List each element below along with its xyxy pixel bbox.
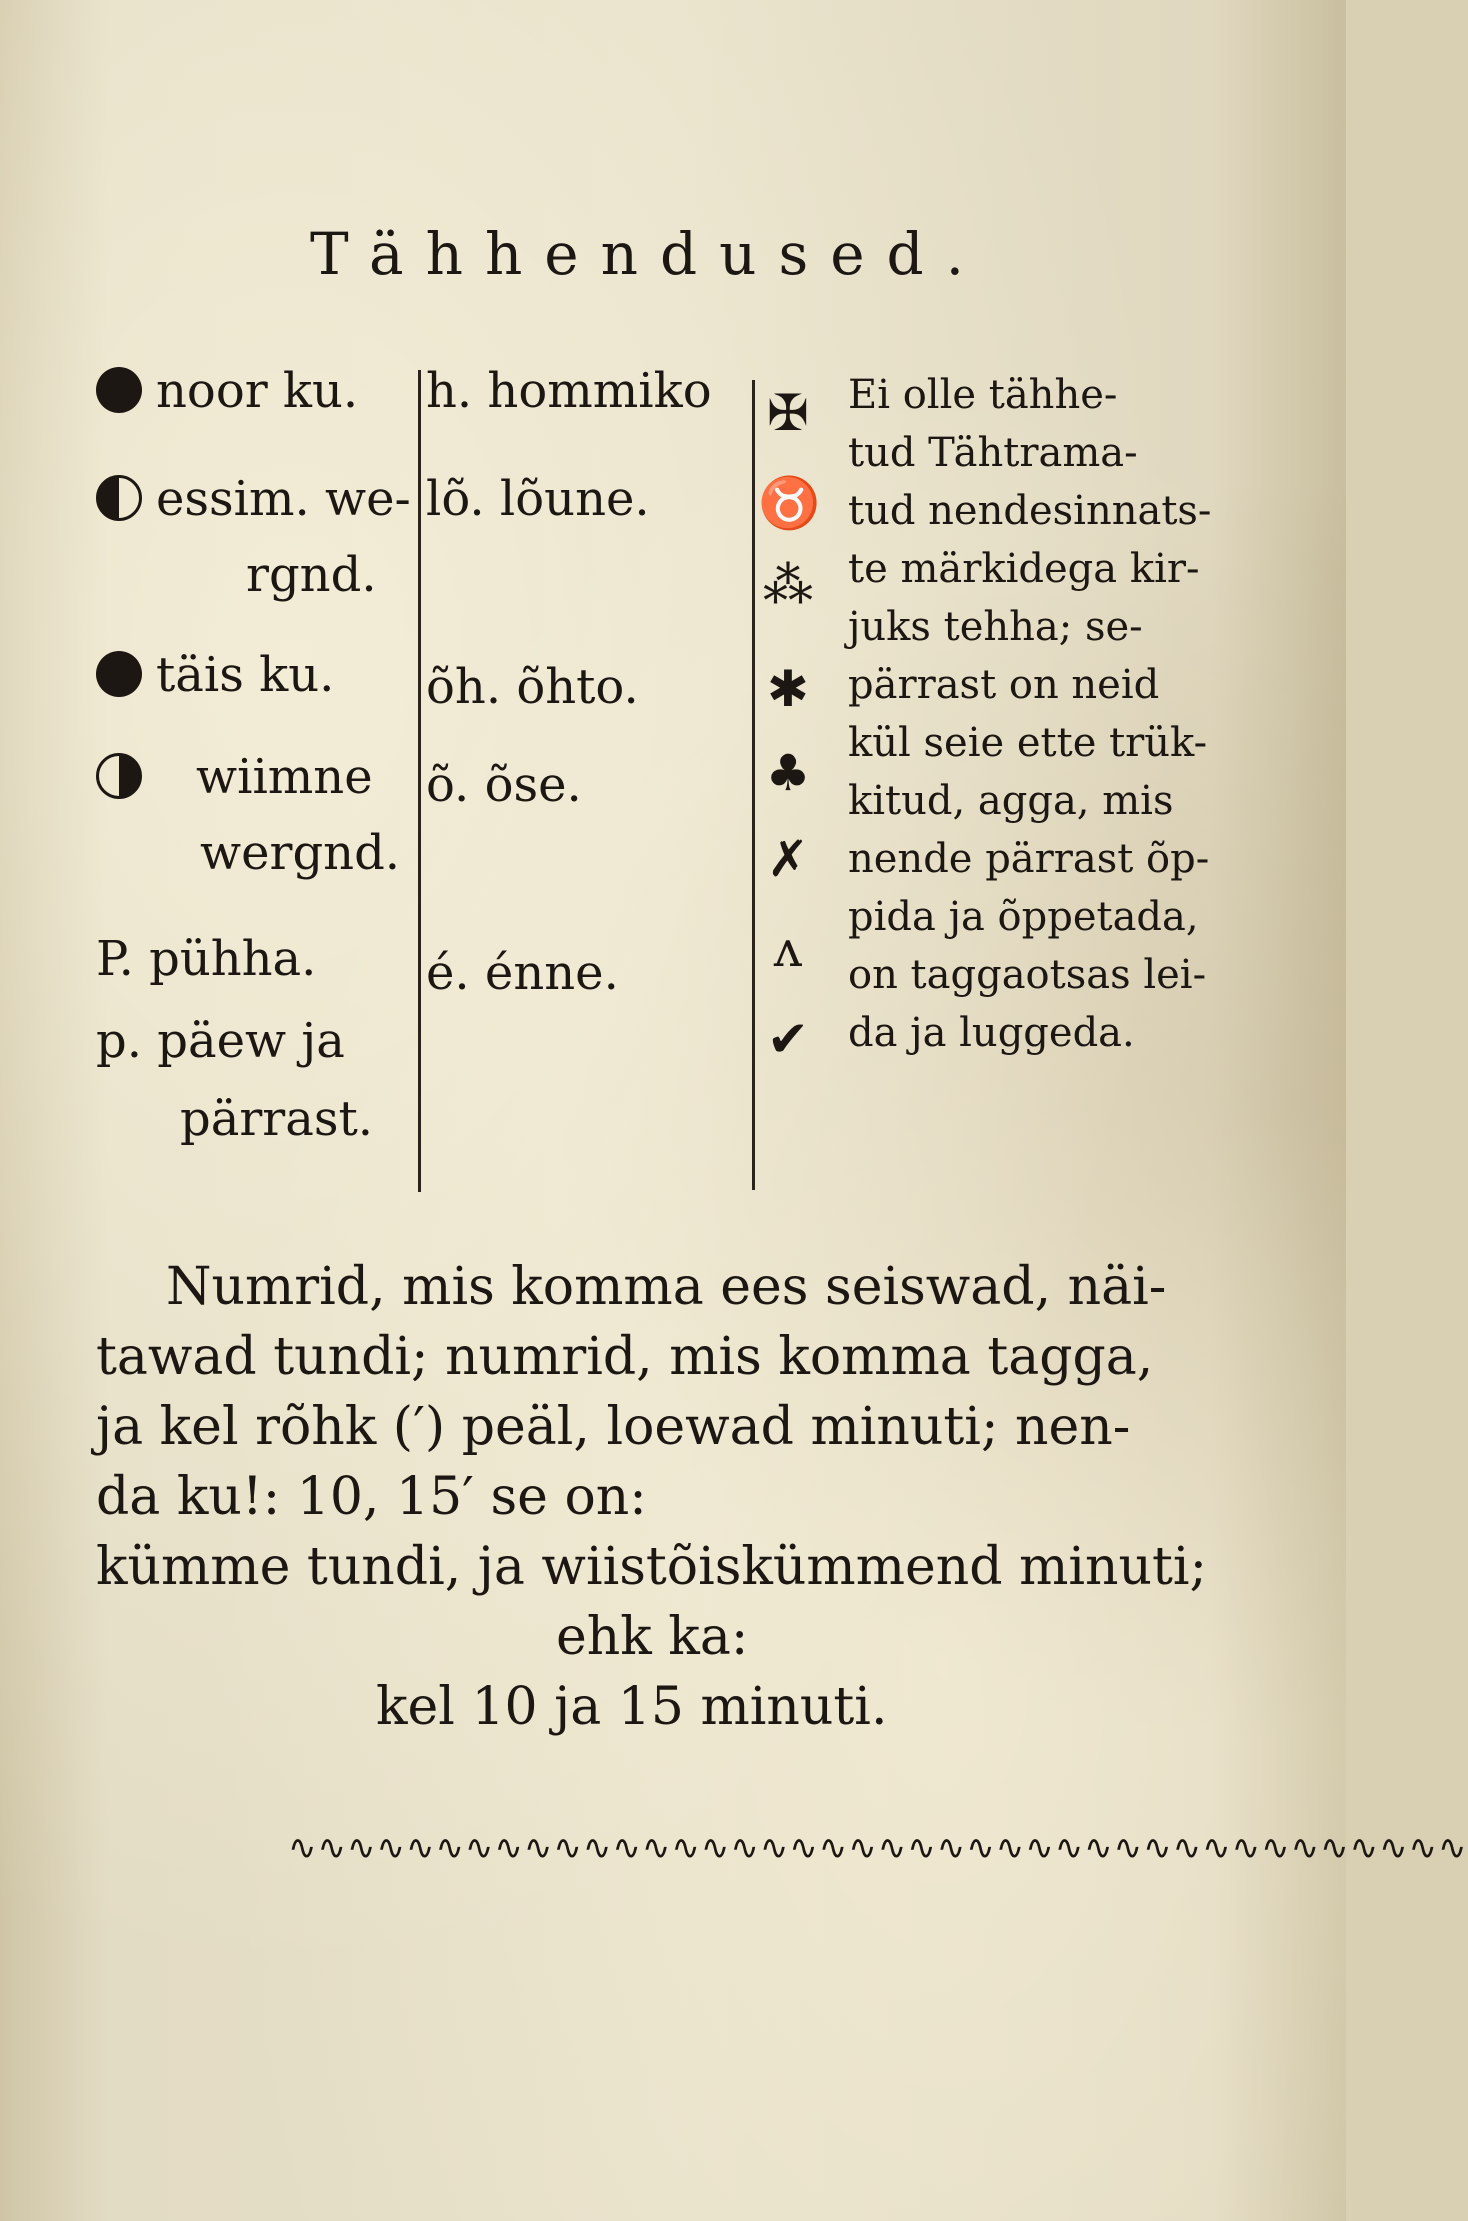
sign-taurus-icon: ♉ [758,474,821,532]
note-line: da ja luggeda. [848,1010,1135,1056]
first-quarter-icon [96,475,142,521]
column-divider-2 [752,380,755,1190]
entry-last-quarter [96,748,373,806]
paragraph-line: da ku!: 10, 15′ se on: [96,1467,647,1527]
entry-label: wiimne [196,749,373,805]
paragraph-line: kel 10 ja 15 minuti. [376,1677,888,1737]
paragraph-line: Numrid, mis komma ees seiswad, näi- [166,1257,1167,1317]
new-moon-icon [96,367,142,413]
entry-label: täis ku. [156,647,335,703]
note-line: on taggaotsas lei- [848,952,1207,998]
note-line: juks tehha; se- [848,604,1143,650]
entry-sunday: P. pühha. [96,931,317,987]
paragraph-line: ja kel rõhk (′) peäl, loewad minuti; nen- [96,1397,1131,1457]
entry-full-moon [96,646,334,704]
page-title: Tähhendused. [310,220,987,288]
entry-last-quarter-cont: wergnd. [200,825,401,881]
time-noon: lõ. lõune. [426,471,650,527]
note-line: tud Tähtrama- [848,430,1138,476]
note-line: tud nendesinnats- [848,488,1212,534]
note-line: pida ja õppetada, [848,894,1199,940]
entry-holiday-cont: pärrast. [180,1091,374,1147]
entry-first-quarter-cont: rgnd. [246,547,377,603]
note-line: Ei olle tähhe- [848,372,1118,418]
sign-club-icon: ♣ [765,744,811,802]
paragraph-line: kümme tundi, ja wiistõiskümmend minuti; [96,1537,1208,1597]
note-line: kitud, agga, mis [848,778,1174,824]
sign-dots-icon: ⁂ [763,556,813,614]
entry-new-moon [96,362,358,420]
entry-first-quarter [96,470,411,528]
entry-label: noor ku. [156,363,359,419]
sign-check-icon: ✔ [767,1010,809,1068]
note-line: te märkidega kir- [848,546,1200,592]
time-morning: h. hommiko [426,363,712,419]
sign-caret-icon: ᴧ [773,920,803,978]
time-before: é. énne. [426,945,619,1001]
sign-cross-mark-icon: ✗ [767,830,809,888]
time-night: õ. õse. [426,757,582,813]
full-moon-icon [96,651,142,697]
note-line: kül seie ette trük- [848,720,1208,766]
paragraph-line: tawad tundi; numrid, mis komma tagga, [96,1327,1154,1387]
time-evening: õh. õhto. [426,659,639,715]
sign-star-icon: ✱ [767,660,809,718]
last-quarter-icon [96,753,142,799]
note-line: pärrast on neid [848,662,1160,708]
column-divider-1 [418,370,421,1192]
paragraph-line: ehk ka: [556,1607,749,1667]
entry-holiday: p. päew ja [96,1013,345,1069]
decorative-rule: ∿∿∿∿∿∿∿∿∿∿∿∿∿∿∿∿∿∿∿∿∿∿∿∿∿∿∿∿∿∿∿∿∿∿∿∿∿∿∿∿ [288,1828,1468,1868]
entry-label: essim. we- [156,471,411,527]
note-line: nende pärrast õp- [848,836,1210,882]
sign-cross-icon: ✠ [767,384,809,442]
